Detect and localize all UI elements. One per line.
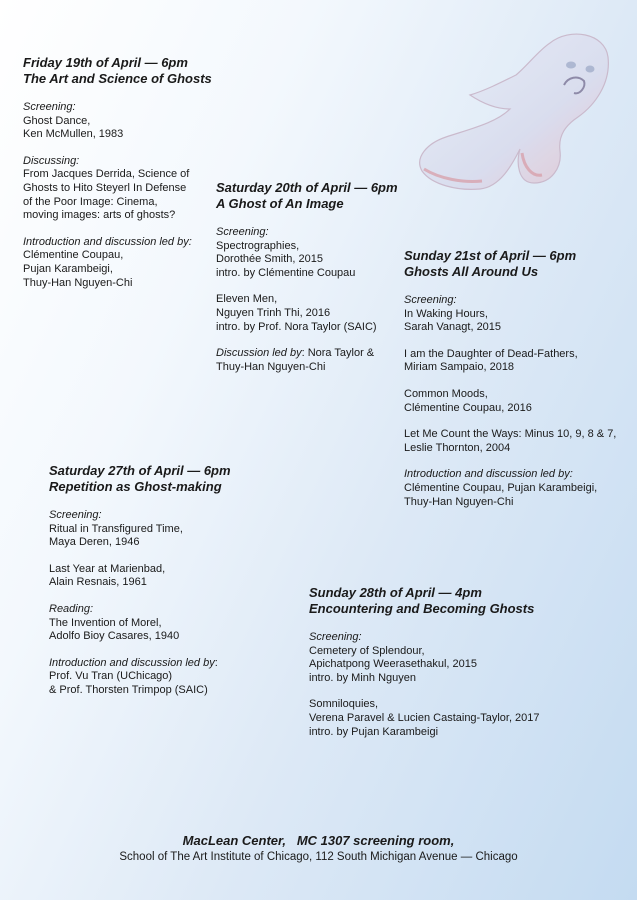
film-line: Apichatpong Weerasethakul, 2015 <box>309 658 477 671</box>
intro-label: Introduction and discussion led by <box>49 656 215 669</box>
screening-block <box>309 631 609 685</box>
discussing-line: of the Poor Image: Cinema, <box>23 195 158 208</box>
screening-block <box>23 101 208 142</box>
film-block <box>309 698 609 739</box>
film-line: Somniloquies, <box>309 698 379 711</box>
screening-label: Screening: <box>49 509 102 521</box>
person-line: Pujan Karambeigi, <box>23 262 113 275</box>
event-heading <box>404 248 629 280</box>
film-line: Sarah Vanagt, 2015 <box>404 321 502 334</box>
venue-name: MacLean Center, MC 1307 screening room, <box>182 833 455 848</box>
film-line: Verena Paravel & Lucien Castaing-Taylor, 2017 <box>309 711 540 724</box>
intro-label: Introduction and discussion led by: <box>23 235 192 248</box>
film-line: Cemetery of Splendour, <box>309 644 425 657</box>
film-line: intro. by Prof. Nora Taylor (SAIC) <box>216 320 377 333</box>
event-title: The Art and Science of Ghosts <box>23 71 212 86</box>
screening-label: Screening: <box>309 631 362 643</box>
reading-label: Reading: <box>49 602 94 615</box>
discussion-names: : Nora Taylor & <box>301 347 375 360</box>
film-line: Leslie Thornton, 2004 <box>404 441 511 454</box>
discussing-line: From Jacques Derrida, Science of <box>23 168 190 181</box>
film-line: Last Year at Marienbad, <box>49 562 166 575</box>
event-title: Repetition as Ghost-making <box>49 479 222 494</box>
film-block <box>404 428 629 455</box>
reading-line: Adolfo Bioy Casares, 1940 <box>49 630 180 643</box>
film-line: intro. by Minh Nguyen <box>309 671 416 684</box>
film-line: intro. by Pujan Karambeigi <box>309 725 439 738</box>
person-line: Prof. Vu Tran (UChicago) <box>49 670 173 683</box>
film-line: Dorothée Smith, 2015 <box>216 253 324 266</box>
event-title: A Ghost of An Image <box>216 196 344 211</box>
screening-label: Screening: <box>216 226 269 238</box>
intro-block <box>23 236 208 290</box>
event-date: Saturday 27th of April — 6pm <box>49 463 231 478</box>
intro-colon: : <box>214 656 218 669</box>
event-saturday-20 <box>216 180 396 387</box>
film-line: Common Moods, <box>404 387 488 400</box>
film-line: In Waking Hours, <box>404 307 488 320</box>
intro-label: Introduction and discussion led by: <box>404 468 573 481</box>
event-saturday-27 <box>49 463 289 711</box>
film-line: Miriam Sampaio, 2018 <box>404 361 515 374</box>
screening-label: Screening: <box>404 294 457 306</box>
person-line: Thuy-Han Nguyen-Chi <box>404 495 514 508</box>
screening-label: Screening: <box>23 101 76 113</box>
discussion-label: Discussion led by <box>216 347 302 360</box>
event-heading <box>216 180 396 212</box>
event-date: Friday 19th of April — 6pm <box>23 55 188 70</box>
intro-block <box>49 657 289 698</box>
film-line: Ghost Dance, <box>23 114 91 127</box>
film-line: Spectrographies, <box>216 239 300 252</box>
event-sunday-28 <box>309 585 609 752</box>
film-line: Clémentine Coupau, 2016 <box>404 401 532 414</box>
event-heading <box>309 585 609 617</box>
event-title: Encountering and Becoming Ghosts <box>309 601 535 616</box>
event-date: Saturday 20th of April — 6pm <box>216 180 398 195</box>
event-heading <box>49 463 289 495</box>
film-line: Nguyen Trinh Thi, 2016 <box>216 306 331 319</box>
film-line: Maya Deren, 1946 <box>49 536 140 549</box>
ghost-illustration <box>400 25 620 200</box>
person-line: Thuy-Han Nguyen-Chi <box>23 276 133 289</box>
film-line: intro. by Clémentine Coupau <box>216 266 356 279</box>
person-line: Clémentine Coupau, <box>23 249 124 262</box>
person-line: Thuy-Han Nguyen-Chi <box>216 360 326 373</box>
reading-block <box>49 603 289 644</box>
discussion-block <box>216 347 396 374</box>
event-date: Sunday 21st of April — 6pm <box>404 248 577 263</box>
film-block <box>404 348 629 375</box>
discussing-label: Discussing: <box>23 154 80 167</box>
film-block <box>49 563 289 590</box>
reading-line: The Invention of Morel, <box>49 616 162 629</box>
event-date: Sunday 28th of April — 4pm <box>309 585 482 600</box>
discussing-line: Ghosts to Hito Steyerl In Defense <box>23 181 187 194</box>
venue-address: School of The Art Institute of Chicago, 112 South Michigan Avenue — Chicago <box>119 851 518 863</box>
person-line: Clémentine Coupau, Pujan Karambeigi, <box>404 481 598 494</box>
event-heading <box>23 55 212 87</box>
film-line: Let Me Count the Ways: Minus 10, 9, 8 & 7, <box>404 428 617 441</box>
person-line: & Prof. Thorsten Trimpop (SAIC) <box>49 683 208 696</box>
film-line: Ritual in Transfigured Time, <box>49 522 183 535</box>
discussing-block <box>23 155 208 223</box>
film-block <box>216 293 396 334</box>
screening-block <box>49 509 289 550</box>
discussing-line: moving images: arts of ghosts? <box>23 209 176 222</box>
screening-block <box>404 294 629 335</box>
film-line: Eleven Men, <box>216 293 278 306</box>
event-title: Ghosts All Around Us <box>404 264 539 279</box>
film-line: Alain Resnais, 1961 <box>49 576 147 589</box>
screening-block <box>216 226 396 280</box>
film-line: I am the Daughter of Dead-Fathers, <box>404 347 578 360</box>
intro-block <box>404 468 629 509</box>
event-sunday-21 <box>404 248 629 522</box>
event-friday-19 <box>23 55 212 303</box>
venue-footer <box>0 832 637 866</box>
film-block <box>404 388 629 415</box>
film-line: Ken McMullen, 1983 <box>23 128 124 141</box>
